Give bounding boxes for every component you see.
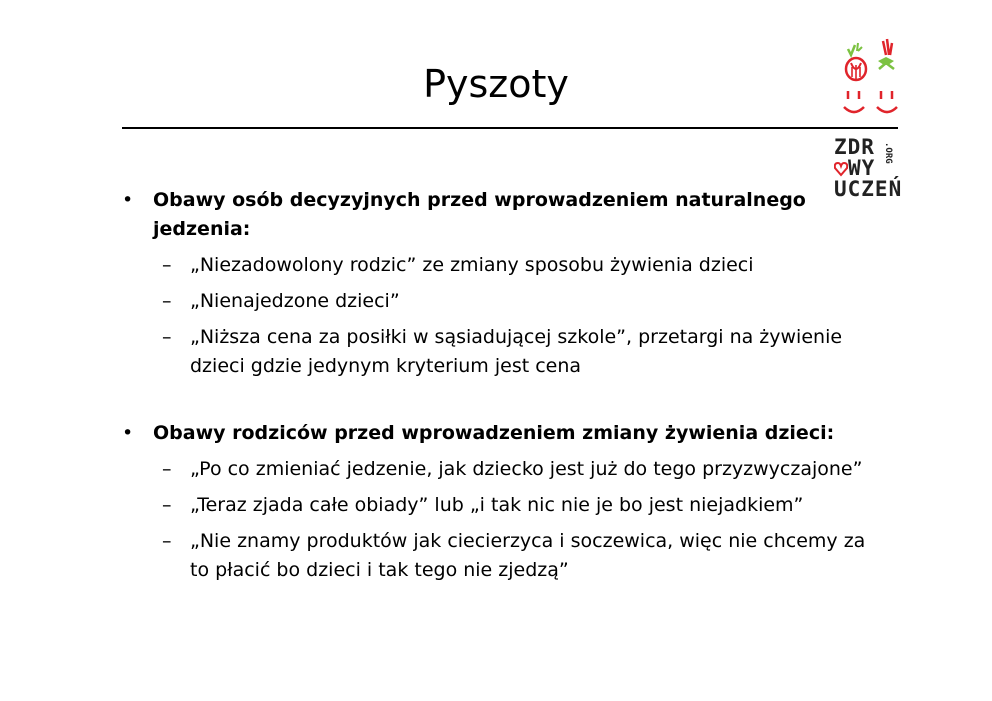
dash-marker: – — [162, 290, 172, 312]
dash-marker: – — [162, 326, 172, 348]
bullet-dot: • — [122, 422, 134, 444]
section-heading-text: Obawy osób decyzyjnych przed wprowadzeniem naturalnego jedzenia: — [153, 189, 806, 240]
section-heading — [118, 419, 878, 448]
sub-list — [118, 455, 878, 585]
list-item — [118, 251, 878, 280]
section-heading-text: Obawy rodziców przed wprowadzeniem zmiany żywienia dzieci: — [153, 422, 835, 444]
dash-marker: – — [162, 494, 172, 516]
list-item-text: „Po co zmieniać jedzenie, jak dziecko jest już do tego przyzwyczajone” — [190, 458, 863, 480]
list-item-text: „Nie znamy produktów jak ciecierzyca i soczewica, więc nie chcemy za to płacić bo dzieci i tak tego nie zjedzą” — [190, 530, 866, 581]
list-item-text: „Teraz zjada całe obiady” lub „i tak nic nie je bo jest niejadkiem” — [190, 494, 804, 516]
dash-marker: – — [162, 254, 172, 276]
list-item — [118, 455, 878, 484]
list-item-text: „Niezadowolony rodzic” ze zmiany sposobu żywienia dzieci — [190, 254, 754, 276]
sub-list — [118, 251, 878, 381]
heart-icon — [834, 161, 848, 177]
logo-text-line1: ZDR — [834, 135, 875, 159]
list-item — [118, 491, 878, 520]
section-heading — [118, 186, 878, 244]
title-divider — [122, 127, 898, 129]
logo-text-line2-row — [834, 158, 910, 179]
logo-org-text: .ORG — [883, 142, 893, 164]
fruit-faces-icon — [834, 35, 910, 125]
logo-text-line2: WY — [848, 156, 876, 180]
slide-content — [118, 186, 878, 585]
bullet-dot: • — [122, 189, 134, 211]
dash-marker: – — [162, 530, 172, 552]
logo-text-line3: UCZEŃ — [834, 177, 903, 201]
slide-title: Pyszoty — [423, 62, 569, 106]
list-item — [118, 287, 878, 316]
list-item — [118, 323, 878, 381]
dash-marker: – — [162, 458, 172, 480]
list-item-text: „Nienajedzone dzieci” — [190, 290, 400, 312]
list-item — [118, 527, 878, 585]
list-item-text: „Niższa cena za posiłki w sąsiadującej szkole”, przetargi na żywienie dzieci gdzie jedynym kryterium jest cena — [190, 326, 843, 377]
